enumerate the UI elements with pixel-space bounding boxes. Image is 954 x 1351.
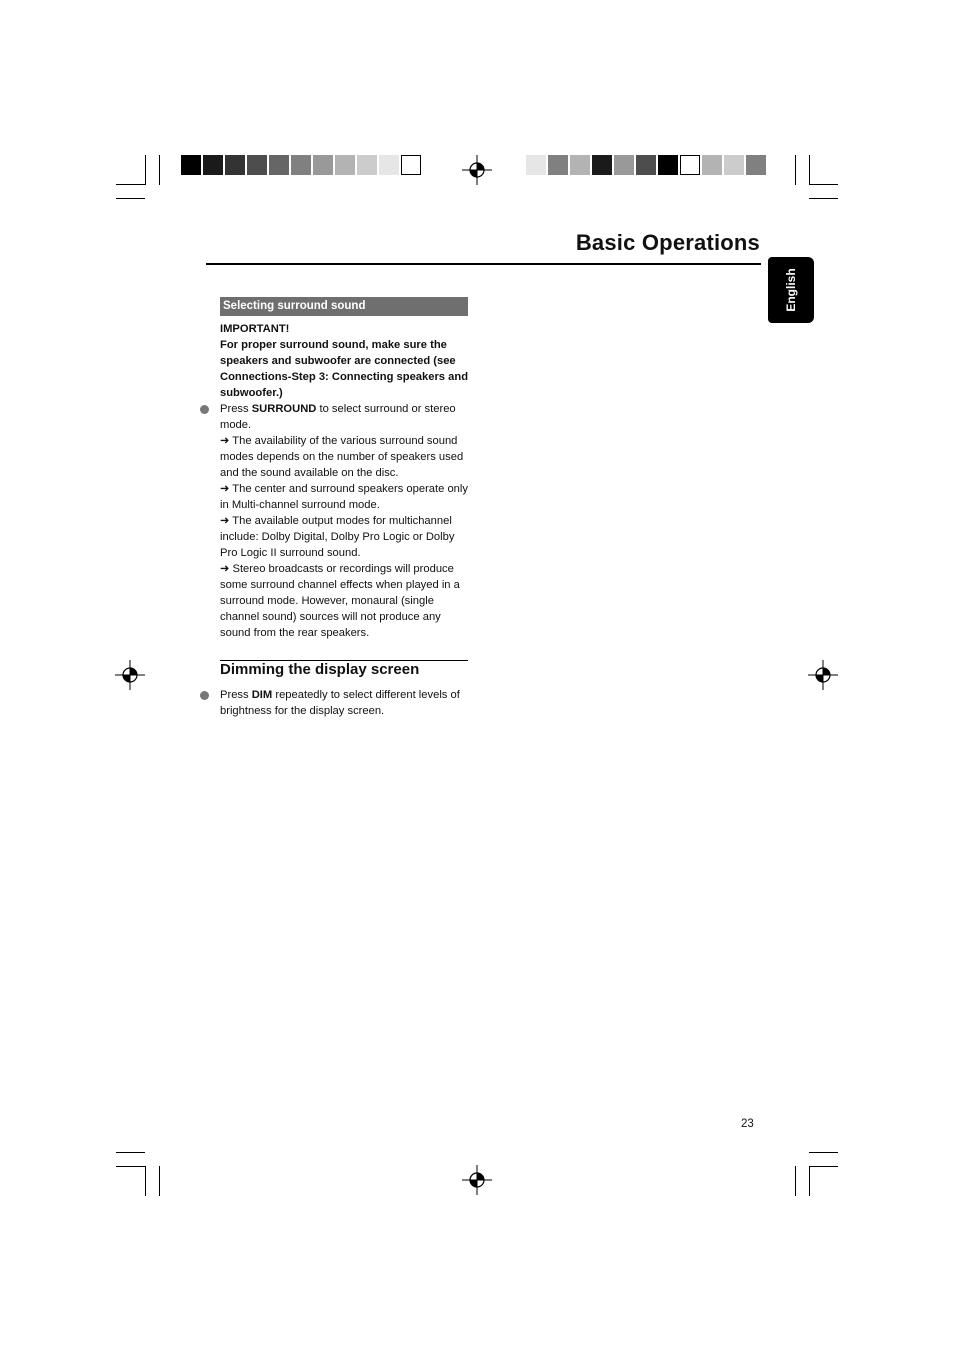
dim-key: DIM <box>251 689 273 701</box>
color-swatch <box>291 155 311 175</box>
registration-mark-icon <box>462 155 492 185</box>
color-swatch <box>401 155 421 175</box>
color-swatch <box>702 155 722 175</box>
color-swatch <box>570 155 590 175</box>
color-swatch <box>269 155 289 175</box>
registration-mark-icon <box>115 660 145 690</box>
color-swatch <box>680 155 700 175</box>
important-label: IMPORTANT! <box>220 323 290 335</box>
color-swatch <box>313 155 333 175</box>
section-heading-dim: Dimming the display screen <box>220 661 420 678</box>
color-bar-right <box>526 155 768 175</box>
language-tab-label: English <box>784 268 798 312</box>
bullet-icon <box>200 691 209 700</box>
page-number: 23 <box>741 1118 754 1130</box>
bullet-icon <box>200 405 209 414</box>
arrow-icon: ➜ <box>220 435 230 447</box>
color-swatch <box>203 155 223 175</box>
title-rule <box>206 263 761 265</box>
surround-note: ➜ The center and surround speakers operate only in Multi-channel surround mode. <box>220 483 468 511</box>
color-swatch <box>181 155 201 175</box>
dim-step: Press DIM repeatedly to select different levels of brightness for the display screen. <box>220 689 460 717</box>
surround-step: Press SURROUND to select surround or stereo mode. <box>220 403 456 431</box>
section-header-surround: Selecting surround sound <box>220 297 468 316</box>
color-swatch <box>746 155 766 175</box>
dim-instructions <box>220 687 470 719</box>
surround-key: SURROUND <box>251 403 317 415</box>
surround-note: ➜ The available output modes for multichannel include: Dolby Digital, Dolby Pro Logic or Dolby Pro Logic II surround sound. <box>220 515 455 559</box>
color-swatch <box>614 155 634 175</box>
color-bar-left <box>181 155 423 175</box>
color-swatch <box>357 155 377 175</box>
registration-mark-icon <box>808 660 838 690</box>
color-swatch <box>548 155 568 175</box>
color-swatch <box>724 155 744 175</box>
surround-note: ➜ Stereo broadcasts or recordings will produce some surround channel effects when played in a surround mode. However, monaural (single channel sound) sources will not produce any sound from the rear speakers. <box>220 563 460 639</box>
color-swatch <box>225 155 245 175</box>
color-swatch <box>335 155 355 175</box>
color-swatch <box>247 155 267 175</box>
arrow-icon: ➜ <box>220 483 230 495</box>
language-tab <box>768 257 814 323</box>
page-title: Basic Operations <box>575 230 760 255</box>
color-swatch <box>592 155 612 175</box>
important-text: For proper surround sound, make sure the speakers and subwoofer are connected (see Connections-Step 3: Connecting speakers and subwoofer.) <box>220 339 469 399</box>
registration-mark-icon <box>462 1165 492 1195</box>
color-swatch <box>636 155 656 175</box>
surround-instructions <box>220 401 470 641</box>
arrow-icon: ➜ <box>220 563 230 575</box>
arrow-icon: ➜ <box>220 515 230 527</box>
color-swatch <box>526 155 546 175</box>
surround-note: ➜ The availability of the various surround sound modes depends on the number of speakers used and the sound available on the disc. <box>220 435 464 479</box>
important-notice <box>220 321 470 401</box>
color-swatch <box>379 155 399 175</box>
color-swatch <box>658 155 678 175</box>
